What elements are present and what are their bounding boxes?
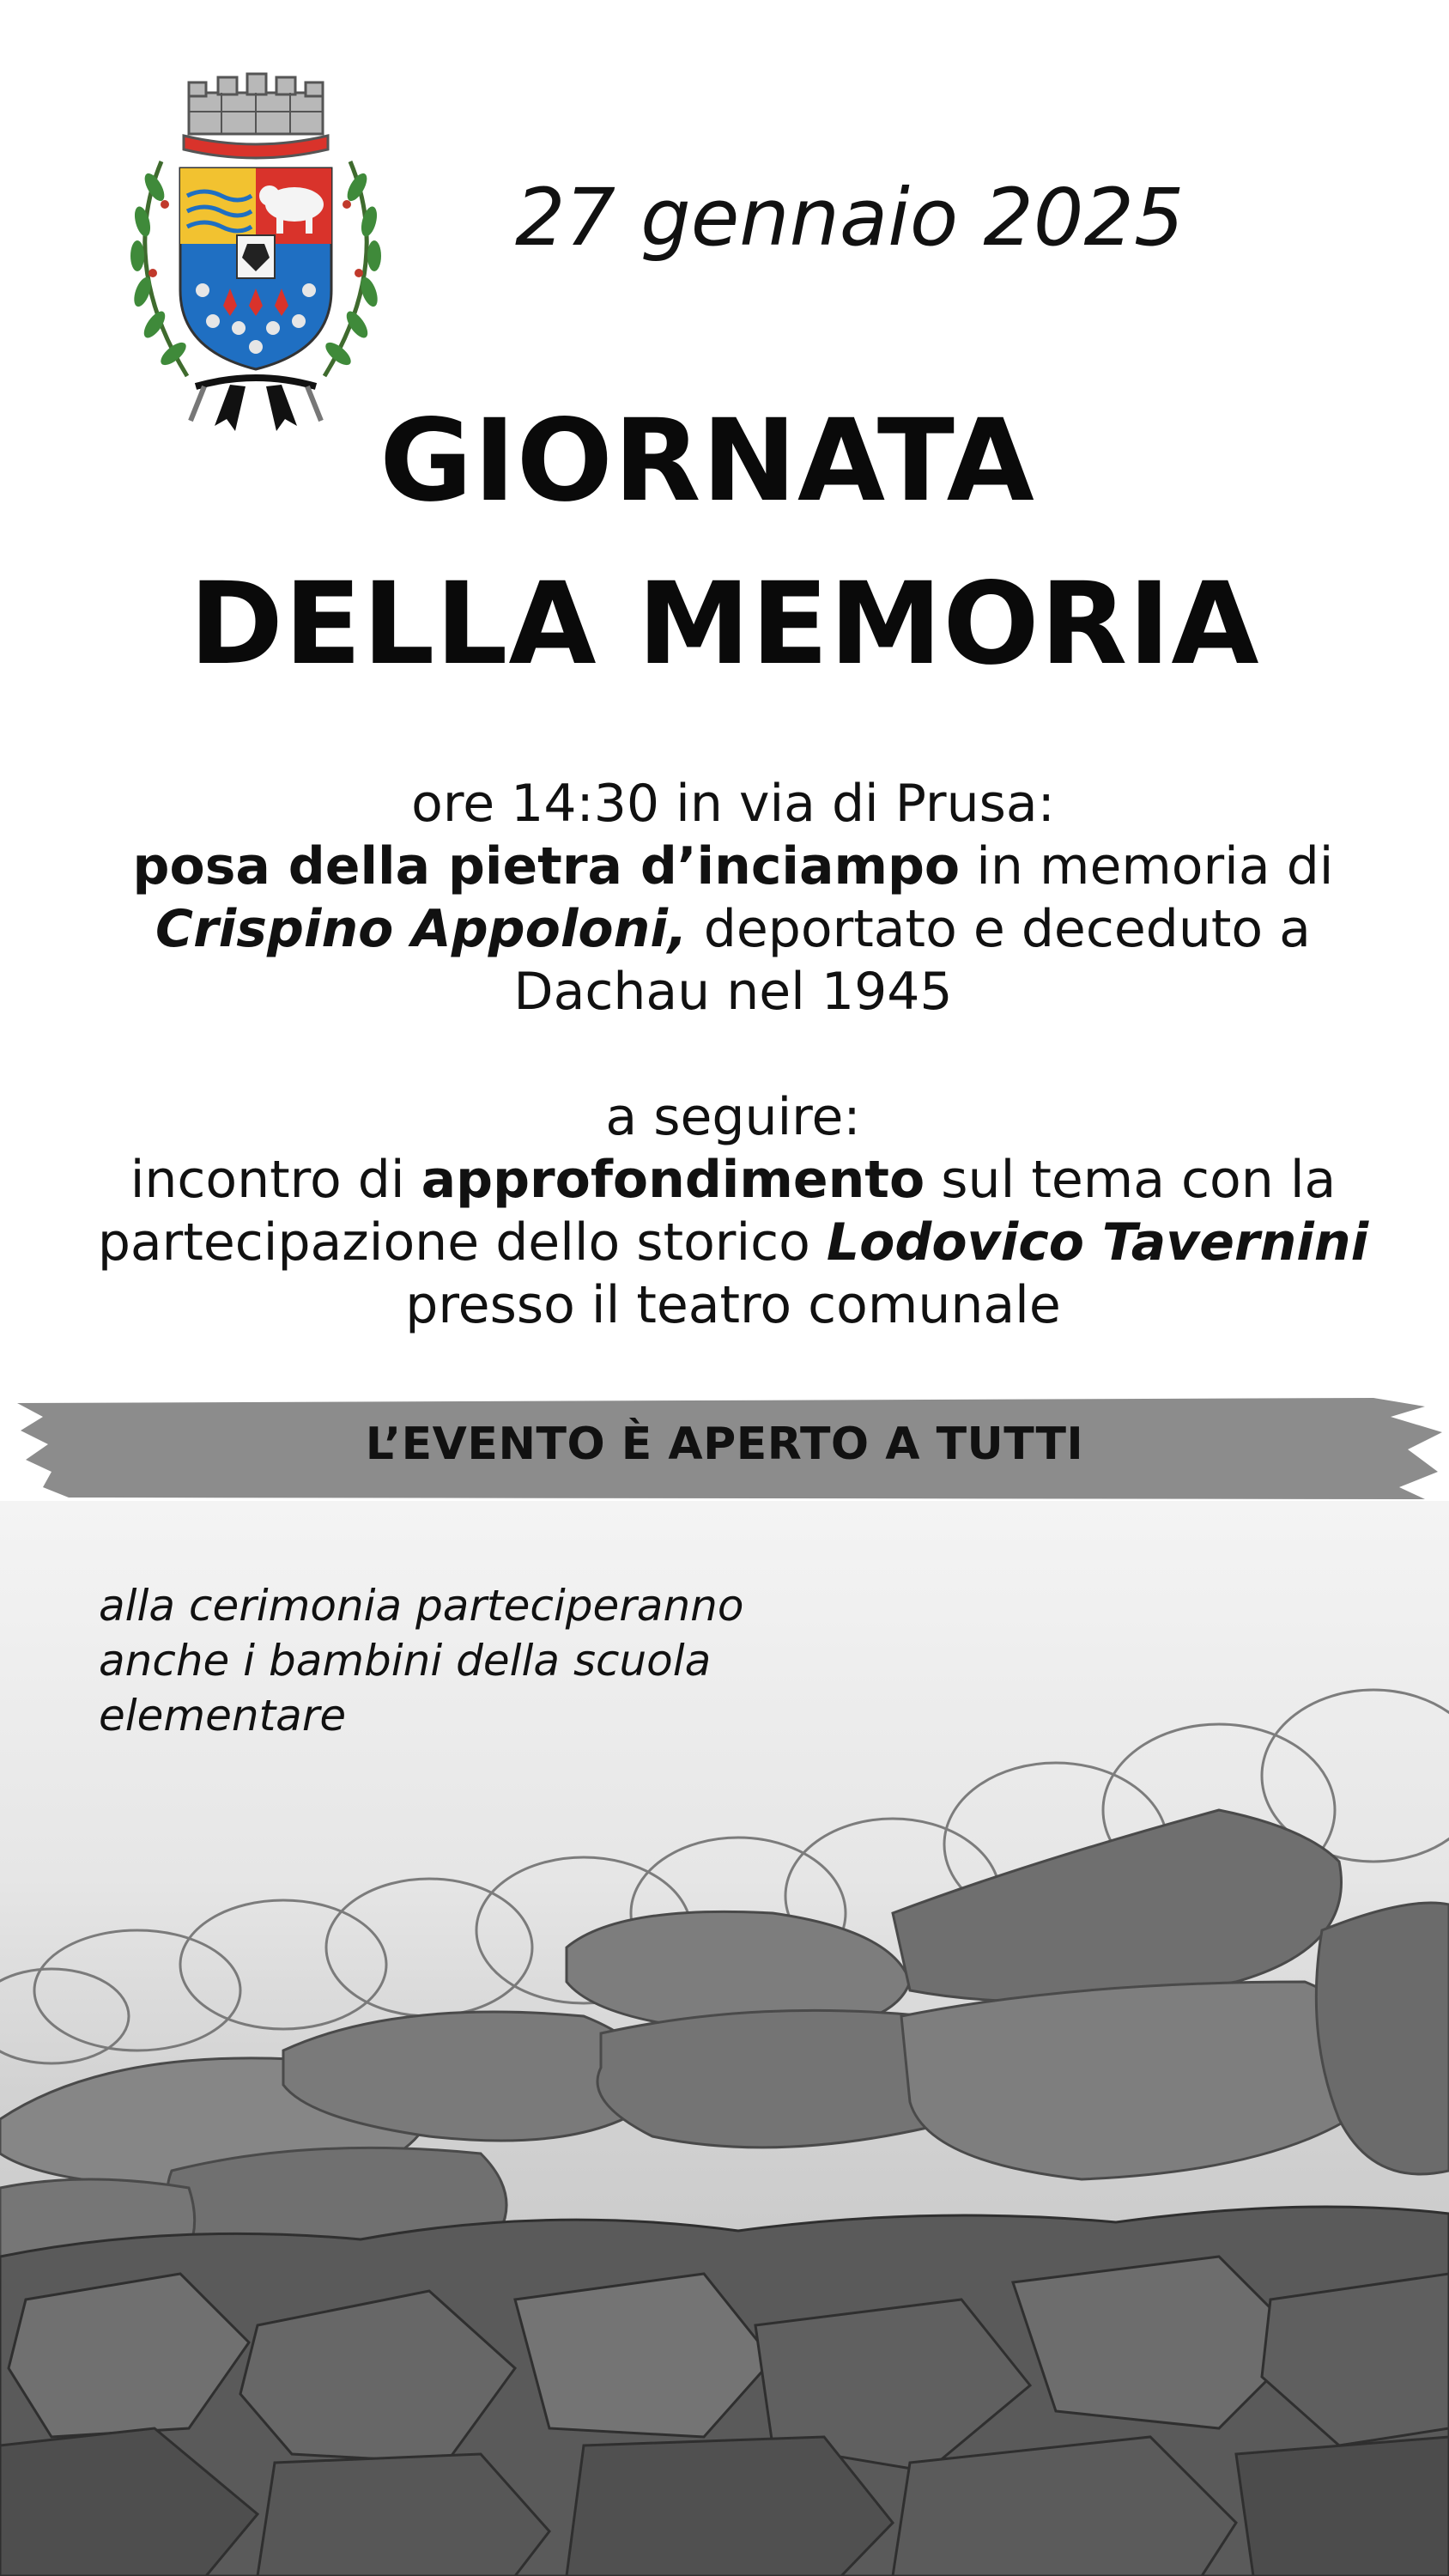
- event-time-location: ore 14:30 in via di Prusa:: [411, 774, 1055, 834]
- meeting-line: [52, 1149, 1415, 1212]
- meeting-bold: approfondimento: [421, 1150, 925, 1210]
- historian-pre: partecipazione dello storico: [97, 1212, 827, 1273]
- memory-of-text: in memoria di: [960, 836, 1334, 896]
- meeting-pre: incontro di: [130, 1150, 421, 1210]
- historian-name: Lodovico Tavernini: [826, 1212, 1369, 1273]
- honoree-line: [52, 898, 1415, 961]
- deported-text: deportato e deceduto a: [687, 899, 1311, 959]
- children-note: [99, 1578, 871, 1743]
- event-date: 27 gennaio 2025: [515, 172, 1185, 264]
- crown-icon: [184, 74, 328, 158]
- note-line: alla cerimonia parteciperanno: [99, 1581, 744, 1631]
- coat-of-arms-icon: [101, 67, 410, 436]
- meeting-rest: sul tema con la: [925, 1150, 1337, 1210]
- event-description-line: [52, 835, 1415, 898]
- note-line: elementare: [99, 1691, 347, 1741]
- followup-details: [52, 1086, 1415, 1337]
- followup-heading: a seguire:: [605, 1087, 861, 1147]
- open-to-all-banner: L’EVENTO È APERTO A TUTTI: [365, 1419, 1084, 1470]
- historian-line: [52, 1212, 1415, 1274]
- dachau-text: Dachau nel 1945: [513, 962, 953, 1022]
- note-line: anche i bambini della scuola: [99, 1636, 712, 1686]
- page-title-line2: DELLA MEMORIA: [189, 558, 1260, 690]
- page-title-line1: GIORNATA: [379, 395, 1035, 527]
- stumbling-stone-label: posa della pietra d’inciampo: [132, 836, 961, 896]
- venue-text: presso il teatro comunale: [405, 1275, 1061, 1335]
- event-details: [52, 773, 1415, 1024]
- honoree-name: Crispino Appoloni,: [155, 899, 688, 959]
- shield-icon: [180, 168, 331, 369]
